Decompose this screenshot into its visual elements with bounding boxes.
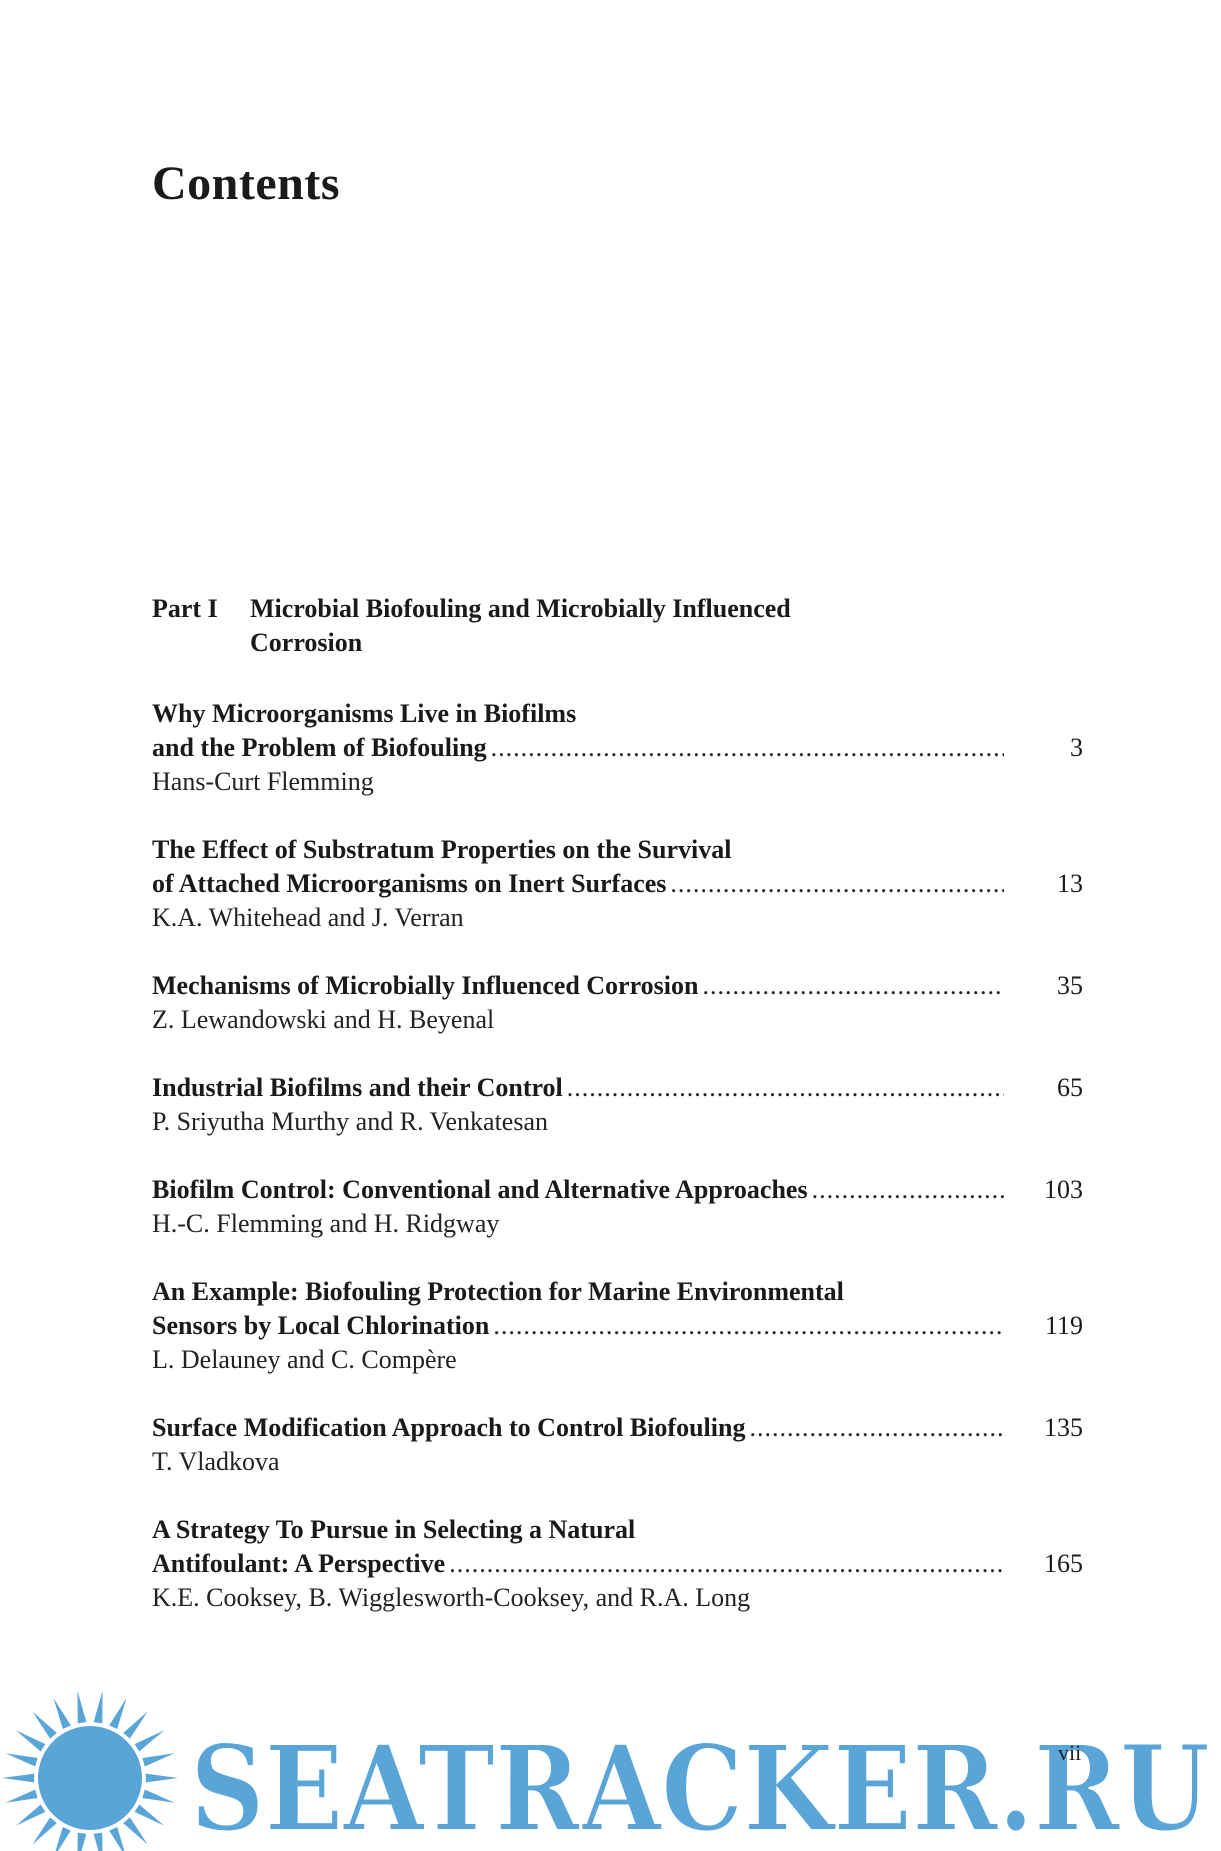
sun-ray <box>53 1698 70 1729</box>
entry-page-number[interactable]: 65 <box>1057 1073 1083 1102</box>
entry-authors: H.-C. Flemming and H. Ridgway <box>152 1209 500 1238</box>
sun-ray <box>123 1817 147 1844</box>
entry-authors: Z. Lewandowski and H. Beyenal <box>152 1005 495 1034</box>
sun-ray <box>135 1730 164 1751</box>
toc-entry <box>152 1071 1085 1139</box>
sun-ray <box>142 1790 174 1803</box>
entry-title-line: Sensors by Local Chlorination <box>152 1311 490 1340</box>
entry-authors: Hans-Curt Flemming <box>152 767 374 796</box>
sun-ray <box>2 1774 34 1783</box>
sun-ray <box>135 1804 164 1825</box>
sun-icon <box>2 1691 178 1851</box>
entry-last-line <box>152 969 1085 1003</box>
entry-title-line: Mechanisms of Microbially Influenced Corrosion <box>152 971 699 1000</box>
sun-ray <box>77 1833 86 1851</box>
entry-title-line: Biofilm Control: Conventional and Alternative Approaches <box>152 1175 808 1204</box>
dot-leader <box>491 731 1004 765</box>
entry-title-line: Why Microorganisms Live in Biofilms <box>152 699 577 728</box>
sun-ray <box>16 1730 45 1751</box>
entry-authors: L. Delauney and C. Compère <box>152 1345 457 1374</box>
dot-leader <box>812 1173 1004 1207</box>
entry-page-number[interactable]: 135 <box>1044 1413 1083 1442</box>
sun-ray <box>109 1698 126 1729</box>
entry-title-line: of Attached Microorganisms on Inert Surfaces <box>152 869 667 898</box>
entry-page-number[interactable]: 35 <box>1057 971 1083 1000</box>
sun-ray <box>53 1827 70 1851</box>
entry-title-line: An Example: Biofouling Protection for Marine Environmental <box>152 1277 844 1306</box>
entry-title-line: Industrial Biofilms and their Control <box>152 1073 563 1102</box>
sun-ray <box>123 1711 147 1738</box>
sun-ray <box>109 1827 126 1851</box>
sun-ray <box>94 1833 103 1851</box>
part-heading <box>152 592 810 660</box>
toc-entry <box>152 1513 1085 1615</box>
entry-title-line: and the Problem of Biofouling <box>152 733 487 762</box>
toc-entry <box>152 833 1085 935</box>
dot-leader <box>749 1411 1004 1445</box>
entry-page-number[interactable]: 103 <box>1044 1175 1083 1204</box>
entry-last-line <box>152 867 1085 901</box>
entry-title-line: A Strategy To Pursue in Selecting a Natural <box>152 1515 636 1544</box>
toc-entry <box>152 1275 1085 1377</box>
toc-entry <box>152 1173 1085 1241</box>
dot-leader <box>567 1071 1004 1105</box>
entry-last-line <box>152 1071 1085 1105</box>
sun-ray <box>77 1691 86 1723</box>
toc-entry <box>152 1411 1085 1479</box>
entry-last-line <box>152 1173 1085 1207</box>
part-title: Microbial Biofouling and Microbially Influenced Corrosion <box>250 594 791 657</box>
sun-ray <box>6 1753 38 1766</box>
dot-leader <box>702 969 1004 1003</box>
dot-leader <box>493 1309 1004 1343</box>
entry-last-line <box>152 1547 1085 1581</box>
entry-page-number[interactable]: 119 <box>1044 1311 1083 1340</box>
toc-entry <box>152 969 1085 1037</box>
entry-last-line <box>152 1411 1085 1445</box>
entry-authors: T. Vladkova <box>152 1447 280 1476</box>
entry-title-line: The Effect of Substratum Properties on the Survival <box>152 835 732 864</box>
sun-ray <box>32 1711 56 1738</box>
sun-ray <box>146 1774 178 1783</box>
entry-page-number[interactable]: 13 <box>1057 869 1083 898</box>
sun-ray <box>94 1691 103 1723</box>
entry-title-line: Antifoulant: A Perspective <box>152 1549 446 1578</box>
page-title: Contents <box>152 157 341 210</box>
toc-entry <box>152 697 1085 799</box>
watermark-text: SEATRACKER.RU <box>190 1719 1210 1851</box>
sun-ray <box>16 1804 45 1825</box>
sun-ray <box>32 1817 56 1844</box>
entry-last-line <box>152 731 1085 765</box>
sun-ray <box>142 1753 174 1766</box>
dot-leader <box>449 1547 1004 1581</box>
entry-title-line: Surface Modification Approach to Control Biofouling <box>152 1413 746 1442</box>
entry-authors: K.A. Whitehead and J. Verran <box>152 903 464 932</box>
part-label: Part I <box>152 594 218 623</box>
table-of-contents <box>152 697 1085 1615</box>
watermark <box>0 1690 1221 1851</box>
entry-page-number[interactable]: 3 <box>1070 733 1083 762</box>
dot-leader <box>670 867 1004 901</box>
entry-authors: K.E. Cooksey, B. Wigglesworth-Cooksey, and R.A. Long <box>152 1583 751 1612</box>
entry-page-number[interactable]: 165 <box>1044 1549 1083 1578</box>
entry-last-line <box>152 1309 1085 1343</box>
entry-authors: P. Sriyutha Murthy and R. Venkatesan <box>152 1107 548 1136</box>
sun-ray <box>6 1790 38 1803</box>
page-folio: vii <box>1058 1740 1082 1765</box>
